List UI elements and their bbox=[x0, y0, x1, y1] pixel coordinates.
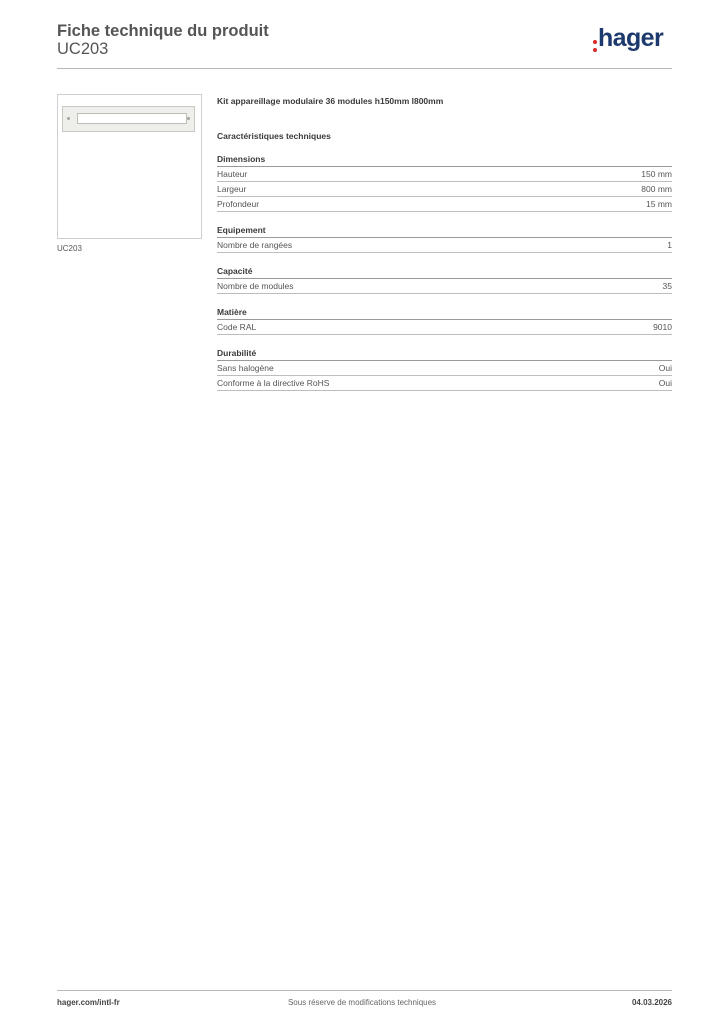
footer-date: 04.03.2026 bbox=[631, 998, 672, 1007]
spec-label: Conforme à la directive RoHS bbox=[217, 378, 330, 388]
spec-group-durabilite bbox=[217, 348, 672, 391]
specs-title: Caractéristiques techniques bbox=[217, 131, 331, 141]
spec-group-title: Capacité bbox=[217, 266, 672, 279]
panel-slot bbox=[77, 113, 187, 124]
product-reference: UC203 bbox=[57, 40, 109, 58]
spec-value: 800 mm bbox=[641, 184, 672, 194]
spec-row bbox=[217, 197, 672, 212]
footer-notice: Sous réserve de modifications techniques bbox=[287, 998, 437, 1007]
spec-group-title: Dimensions bbox=[217, 154, 672, 167]
header-divider bbox=[57, 68, 672, 69]
spec-label: Hauteur bbox=[217, 169, 248, 179]
logo-text: hager bbox=[598, 24, 664, 52]
spec-value: 150 mm bbox=[641, 169, 672, 179]
spec-value: 9010 bbox=[653, 322, 672, 332]
product-image bbox=[57, 94, 202, 239]
spec-value: 35 bbox=[662, 281, 672, 291]
spec-label: Code RAL bbox=[217, 322, 257, 332]
screw-icon bbox=[67, 117, 70, 120]
image-caption: UC203 bbox=[57, 244, 82, 253]
footer-divider bbox=[57, 990, 672, 991]
spec-group-equipement bbox=[217, 225, 672, 253]
spec-group-dimensions bbox=[217, 154, 672, 212]
logo-dots-icon bbox=[593, 40, 597, 52]
spec-group-title: Durabilité bbox=[217, 348, 672, 361]
spec-group-matiere bbox=[217, 307, 672, 335]
spec-row bbox=[217, 182, 672, 197]
spec-value: Oui bbox=[658, 378, 672, 388]
page-title: Fiche technique du produit bbox=[57, 22, 269, 40]
spec-label: Largeur bbox=[217, 184, 247, 194]
spec-row bbox=[217, 167, 672, 182]
hager-logo[interactable] bbox=[593, 26, 663, 52]
spec-value: 1 bbox=[667, 240, 672, 250]
spec-group-capacite bbox=[217, 266, 672, 294]
spec-label: Nombre de rangées bbox=[217, 240, 293, 250]
spec-row bbox=[217, 376, 672, 391]
spec-row bbox=[217, 238, 672, 253]
spec-row bbox=[217, 361, 672, 376]
product-details bbox=[217, 96, 672, 391]
screw-icon bbox=[187, 117, 190, 120]
spec-label: Sans halogène bbox=[217, 363, 274, 373]
spec-row bbox=[217, 320, 672, 335]
product-description: Kit appareillage modulaire 36 modules h150mm l800mm bbox=[217, 96, 444, 106]
spec-group-title: Matière bbox=[217, 307, 672, 320]
spec-label: Nombre de modules bbox=[217, 281, 294, 291]
spec-value: Oui bbox=[658, 363, 672, 373]
modular-panel-illustration bbox=[62, 106, 195, 132]
spec-value: 15 mm bbox=[646, 199, 672, 209]
spec-group-title: Equipement bbox=[217, 225, 672, 238]
footer-website-link[interactable]: hager.com/intl-fr bbox=[57, 998, 120, 1007]
spec-label: Profondeur bbox=[217, 199, 260, 209]
spec-row bbox=[217, 279, 672, 294]
